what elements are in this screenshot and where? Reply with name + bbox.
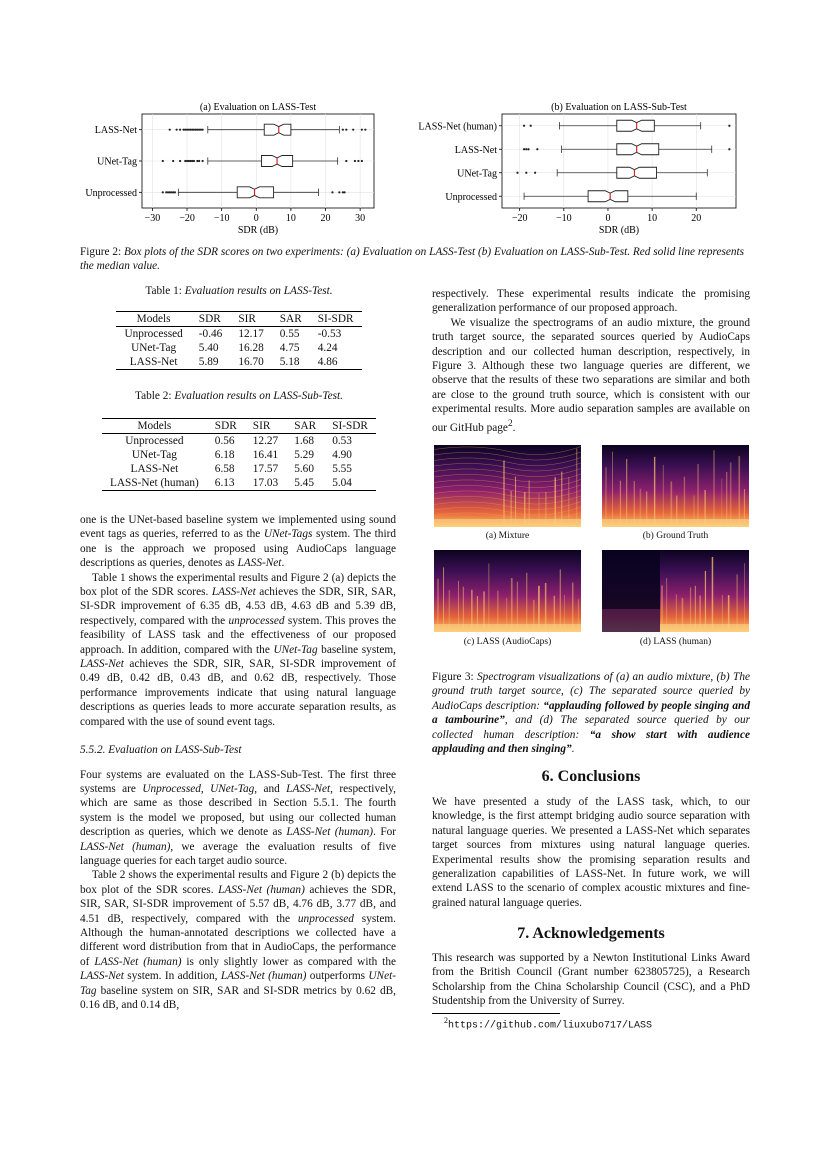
spectrogram-background — [434, 550, 581, 632]
paragraph: one is the UNet-based baseline system we implemented using sound event tags as queries, referred to as the UNet-Tags system. The third one is the approach we proposed using AudioCaps language descriptions as queries, denotes as LASS-Net. — [80, 514, 396, 570]
table-cell: 4.24 — [317, 342, 338, 354]
subsection-title: 5.5.2. Evaluation on LASS-Sub-Test — [80, 744, 242, 757]
table-cell: 12.27 — [252, 435, 279, 447]
spectrogram-background — [434, 445, 581, 527]
outlier-point — [525, 172, 527, 174]
table-cell: 6.58 — [214, 463, 235, 475]
table-cell: 5.60 — [294, 463, 314, 475]
table-cell: 5.55 — [332, 463, 352, 475]
outlier-point — [172, 160, 174, 162]
table-cell: UNet-Tag — [131, 449, 177, 461]
outlier-point — [176, 129, 178, 131]
outlier-point — [357, 160, 359, 162]
table-cell: 0.56 — [214, 435, 235, 447]
x-tick-label: −20 — [179, 213, 195, 224]
low-frequency-band — [660, 624, 749, 632]
paragraph: Four systems are evaluated on the LASS-Sub-Test. The first three systems are Unprocessed, UNet-Tag, and LASS-Net, respectively, which are same as those described in Section 5.5.1. The fourth system is the model we proposed, but using our collected human description as queries, which we denote as LASS-Net (human). For LASS-Net (human), we average the evaluation results of five language queries for each target audio source. — [80, 768, 397, 867]
y-tick-label: Unprocessed — [85, 187, 137, 199]
table-cell: 4.86 — [317, 356, 338, 368]
figure-3-caption: Figure 3: Spectrogram visualizations of (a) an audio mixture, (b) The ground truth target source, (c) The separated source queried by AudioCaps description: “applauding followed by people singing and a tambourine”, and (d) The separated source queried by our collected human description: “a show start with audience applauding and then singing”. — [432, 671, 750, 756]
right-column-top — [432, 287, 750, 435]
paragraph: Table 1 shows the experimental results and Figure 2 (a) depicts the box plot of the SDR scores. LASS-Net achieves the SDR, SIR, SAR, SI-SDR improvement of 6.35 dB, 4.53 dB, 4.63 dB and 5.39 dB, respectively, compared with the unprocessed system. This proves the feasibility of LASS task and the effectiveness of our proposed approach. In addition, compared with the UNet-Tag baseline system, LASS-Net achieves the SDR, SIR, SAR, SI-SDR improvement of 0.49 dB, 0.42 dB, 0.43 dB, and 0.62 dB, respectively. Those performance improvements indicate that using natural language descriptions as queries leads to more accurate separation results, as compared with the use of sound event tags. — [80, 571, 396, 728]
outlier-point — [352, 129, 354, 131]
outlier-point — [523, 125, 525, 127]
table-cell: 5.89 — [198, 356, 219, 368]
table-cell: LASS-Net (human) — [110, 477, 199, 489]
y-tick-label: UNet-Tag — [97, 156, 137, 168]
footnote-rule — [432, 1013, 560, 1014]
table-header-cell: SIR — [238, 313, 256, 325]
box — [617, 167, 657, 178]
outlier-point — [534, 172, 536, 174]
table-cell: 4.75 — [279, 342, 300, 354]
spectrogram-mixture — [434, 445, 581, 527]
figure-2-caption: Figure 2: Box plots of the SDR scores on two experiments: (a) Evaluation on LASS-Test (b) Evaluation on LASS-Sub-Test. Red solid line represents the median value. — [80, 246, 745, 273]
table-cell: 6.13 — [214, 477, 235, 489]
chart-title: (a) Evaluation on LASS-Test — [199, 102, 317, 113]
x-axis-label: SDR (dB) — [598, 225, 640, 235]
table-row — [102, 462, 376, 476]
table-cell: 5.18 — [279, 356, 300, 368]
section-title-acknowledgements: 7. Acknowledgements — [517, 925, 665, 942]
y-tick-label: LASS-Net (human) — [418, 121, 497, 133]
x-tick-label: 30 — [355, 213, 366, 224]
table-row — [102, 448, 376, 462]
table-row — [116, 355, 361, 370]
table-header-cell: SIR — [252, 420, 271, 432]
table-cell: Unprocessed — [124, 328, 183, 340]
table-cell: LASS-Net — [130, 463, 179, 475]
spectrogram-lass-human — [602, 550, 749, 632]
paragraph: We visualize the spectrograms of an audio mixture, the ground truth target source, the separated sources queried by AudioCaps description and our collected human description, respectively, in Figure 3. Although these two language queries are different, we observe that the results of these two separations are similar and both are close to the ground truth source, which is consistent with our experimental results. More audio separation samples are available on our GitHub page$^2$. — [432, 316, 750, 434]
paragraph: We have presented a study of the LASS task, which, to our knowledge, is the first attempt bridging audio source separation with natural language queries. We presented a LASS-Net which separates target sources from mixtures using natural language queries. Experimental results show the promising separation results and generalization capabilities of LASS-Net. In future work, we will extend LASS to the scenario of complex acoustic mixtures and fine-grained natural language queries. — [432, 796, 750, 909]
outlier-point — [179, 160, 181, 162]
table-cell: 5.45 — [294, 477, 314, 489]
table-cell: LASS-Net — [129, 356, 178, 368]
table-cell: -0.46 — [198, 328, 223, 340]
table-2-caption: Table 2: Evaluation results on LASS-Sub-Test. — [135, 390, 343, 402]
box-plot-lass-sub-test — [408, 100, 748, 235]
outlier-point — [169, 129, 171, 131]
x-tick-label: 0 — [605, 213, 611, 224]
table-row — [102, 476, 376, 491]
outlier-point — [345, 160, 347, 162]
table-cell: Unprocessed — [125, 435, 184, 447]
outlier-point — [516, 172, 518, 174]
paragraph: Table 2 shows the experimental results and Figure 2 (b) depicts the box plot of the SDR scores. LASS-Net (human) achieves the SDR, SIR, SAR, SI-SDR improvement of 5.57 dB, 4.76 dB, 3.77 dB, and 4.51 dB, respectively, compared with the unprocessed system. Although the human-annotated descriptions we collected have a different word distribution from that in AudioCaps, the performance of LASS-Net (human) is only slightly lower as compared with the LASS-Net system. In addition, LASS-Net (human) outperforms UNet-Tag baseline system on SIR, SAR and SI-SDR metrics by 0.62 dB, 0.16 dB, and 0.14 dB, — [80, 869, 397, 1011]
spectrogram-lass-audiocaps — [434, 550, 581, 632]
footnote-link[interactable]: https://github.com/liuxubo717/LASS — [448, 1020, 653, 1032]
table-cell: 5.04 — [332, 477, 352, 489]
outlier-point — [345, 129, 347, 131]
table-row — [102, 434, 376, 449]
x-tick-label: 10 — [285, 213, 296, 224]
table-1-caption: Table 1: Evaluation results on LASS-Test. — [145, 285, 333, 297]
table-cell: 16.28 — [238, 342, 264, 354]
spectrogram-label: (d) LASS (human) — [639, 637, 712, 647]
x-tick-label: 20 — [691, 213, 702, 224]
outlier-point — [354, 160, 356, 162]
spectrogram-label: (b) Ground Truth — [642, 531, 709, 541]
figure-3 — [432, 445, 750, 655]
table-header-cell: SI-SDR — [332, 420, 368, 432]
box — [588, 191, 628, 202]
outlier-point — [179, 129, 181, 131]
table-cell: 6.18 — [214, 449, 235, 461]
low-frequency-band — [434, 519, 581, 527]
table-row — [116, 341, 361, 355]
table-header-cell: Models — [136, 313, 171, 325]
table-cell: UNet-Tag — [131, 342, 177, 354]
table-1 — [80, 311, 398, 370]
y-tick-label: LASS-Net — [94, 125, 137, 137]
table-2 — [80, 418, 398, 491]
outlier-point — [201, 160, 203, 162]
x-tick-label: −20 — [511, 213, 528, 224]
table-cell: 1.68 — [294, 435, 314, 447]
outlier-point — [338, 191, 340, 193]
box — [617, 144, 659, 155]
outlier-point — [728, 125, 730, 127]
table-cell: 16.70 — [238, 356, 264, 368]
outlier-point — [523, 148, 525, 150]
paragraph: respectively. These experimental results indicate the promising generalization performance of our proposed approach. — [432, 288, 750, 315]
outlier-point — [162, 160, 164, 162]
table-cell: -0.53 — [317, 328, 342, 340]
table-header-cell: Models — [137, 420, 172, 432]
spectrogram-silence — [602, 550, 660, 609]
outlier-point — [331, 191, 333, 193]
figure-2 — [0, 100, 827, 235]
x-tick-label: 20 — [320, 213, 331, 224]
x-tick-label: −10 — [555, 213, 572, 224]
section-title-conclusions: 6. Conclusions — [541, 768, 641, 785]
x-axis-label: SDR (dB) — [237, 225, 279, 235]
outlier-point — [201, 129, 203, 131]
outlier-point — [162, 191, 164, 193]
table-cell: 0.53 — [332, 435, 352, 447]
table-cell: 5.40 — [198, 342, 219, 354]
chart-title: (b) Evaluation on LASS-Sub-Test — [551, 102, 687, 113]
outlier-point — [361, 129, 363, 131]
table-cell: 5.29 — [294, 449, 314, 461]
box — [264, 124, 291, 135]
outlier-point — [525, 148, 527, 150]
left-column — [80, 513, 396, 1012]
box — [617, 120, 655, 131]
y-tick-label: Unprocessed — [445, 191, 497, 203]
table-cell: 0.55 — [279, 328, 300, 340]
table-row — [116, 327, 361, 342]
table-cell: 4.90 — [332, 449, 352, 461]
outlier-point — [343, 191, 345, 193]
x-tick-label: −10 — [213, 213, 230, 224]
paragraph: This research was supported by a Newton Institutional Links Award from the British Council (Grant number 623805725), a Research Scholarship from the China Scholarship Council (CSC), and a PhD Studentship from the University of Surrey. — [432, 952, 750, 1008]
x-tick-label: 10 — [647, 213, 658, 224]
table-header-cell: SDR — [198, 313, 221, 325]
outlier-point — [174, 191, 176, 193]
table-header-cell: SDR — [214, 420, 237, 432]
outlier-point — [342, 129, 344, 131]
spectrogram-silence — [602, 609, 660, 632]
y-tick-label: UNet-Tag — [457, 168, 497, 180]
x-tick-label: −30 — [144, 213, 161, 224]
table-cell: 16.41 — [252, 449, 279, 461]
footnote: $^2$https://github.com/liuxubo717/LASS — [444, 1016, 653, 1032]
outlier-point — [364, 129, 366, 131]
outlier-point — [198, 160, 200, 162]
outlier-point — [530, 125, 532, 127]
table-header-cell: SAR — [279, 313, 302, 325]
outlier-point — [361, 160, 363, 162]
box — [237, 187, 273, 198]
table-cell: 17.57 — [252, 463, 279, 475]
outlier-point — [193, 160, 195, 162]
outlier-point — [728, 148, 730, 150]
low-frequency-band — [434, 624, 581, 632]
spectrogram-label: (a) Mixture — [485, 531, 530, 541]
box-plot-lass-test — [78, 100, 398, 235]
spectrogram-label: (c) LASS (AudioCaps) — [463, 637, 552, 647]
low-frequency-band — [602, 519, 749, 527]
table-header-cell: SI-SDR — [317, 313, 354, 325]
outlier-point — [527, 148, 529, 150]
table-cell: 12.17 — [238, 328, 264, 340]
outlier-point — [536, 148, 538, 150]
x-tick-label: 0 — [253, 213, 259, 224]
table-header-cell: SAR — [294, 420, 317, 432]
y-tick-label: LASS-Net — [454, 144, 497, 156]
spectrogram-ground-truth — [602, 445, 749, 527]
table-cell: 17.03 — [252, 477, 279, 489]
